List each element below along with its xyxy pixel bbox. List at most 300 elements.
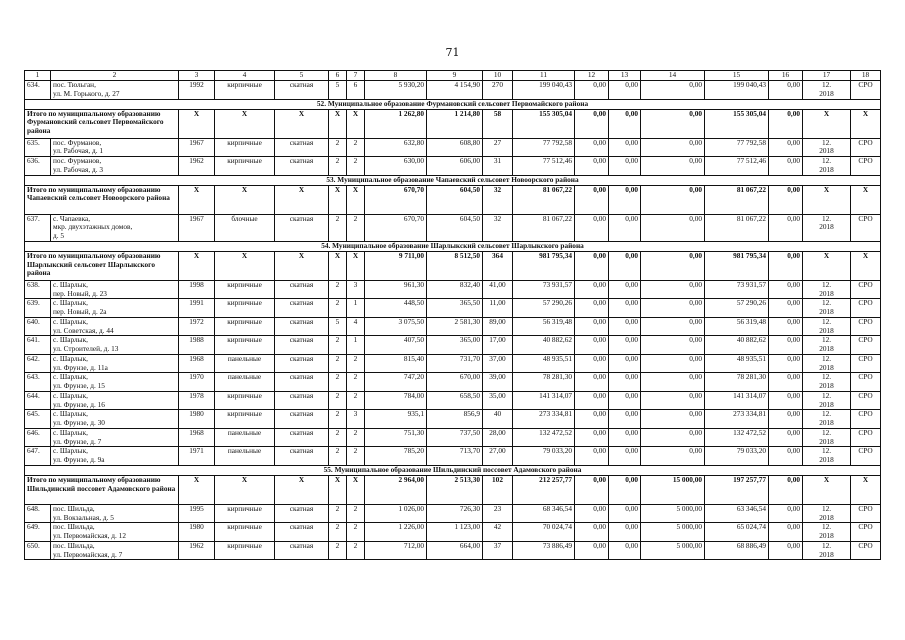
financing-method: СРО: [851, 523, 881, 542]
address-cell: [51, 354, 179, 373]
cost-c15: 79 033,20: [705, 447, 769, 466]
cost-c12: 0,00: [575, 157, 609, 176]
total-area: 3 075,50: [365, 317, 427, 336]
subtotal-roof: X: [275, 109, 329, 138]
floors: 2: [329, 373, 347, 392]
address-cell: [51, 138, 179, 157]
subtotal-c13: 0,00: [609, 475, 641, 504]
cost-cost: 141 314,07: [513, 391, 575, 410]
table-row: [25, 447, 881, 466]
deadline-cell: [803, 138, 851, 157]
subtotal-fl: X: [329, 185, 347, 214]
section-header-row: [25, 241, 881, 251]
section-title: 52. Муниципальное образование Фурмановский сельсовет Первомайского района: [25, 99, 881, 109]
deadline-line: 2018: [819, 88, 834, 98]
cost-c12: 0,00: [575, 447, 609, 466]
deadline-cell: [803, 157, 851, 176]
roof-type: скатная: [275, 138, 329, 157]
residents: 39,00: [483, 373, 513, 392]
total-area: 751,30: [365, 428, 427, 447]
table-row: [25, 214, 881, 241]
subtotal-deadline: X: [803, 185, 851, 214]
cost-c15: 57 290,26: [705, 299, 769, 318]
cost-c12: 0,00: [575, 504, 609, 523]
subtotal-row: [25, 185, 881, 214]
address-cell: [51, 214, 179, 241]
financing-method: СРО: [851, 504, 881, 523]
floors: 2: [329, 336, 347, 355]
subtotal-en: X: [347, 185, 365, 214]
subtotal-method: X: [851, 185, 881, 214]
subtotal-label: Итого по муниципальному образованию Шарлыкский сельсовет Шарлыкского района: [25, 251, 179, 280]
row-number: 642.: [25, 354, 51, 373]
address-line: с. Шарлык,: [53, 298, 88, 308]
residents: 40: [483, 410, 513, 429]
cost-c14: 0,00: [641, 280, 705, 299]
subtotal-c15: 981 795,34: [705, 251, 769, 280]
living-area: 670,00: [427, 373, 483, 392]
cost-c13: 0,00: [609, 354, 641, 373]
cost-c12: 0,00: [575, 410, 609, 429]
entrances: 2: [347, 523, 365, 542]
financing-method: СРО: [851, 214, 881, 241]
section-header-row: [25, 175, 881, 185]
address-line: с. Шарлык,: [53, 446, 88, 456]
row-number: 638.: [25, 280, 51, 299]
address-line: ул. Первомайская, д. 7: [53, 549, 123, 559]
address-line: ул. Советская, д. 44: [53, 325, 114, 335]
total-area: 5 930,20: [365, 81, 427, 100]
subtotal-c16: 0,00: [769, 251, 803, 280]
address-line: с. Шарлык,: [53, 335, 88, 345]
cost-cost: 77 512,46: [513, 157, 575, 176]
table-row: [25, 81, 881, 100]
wall-material: блочные: [215, 214, 275, 241]
financing-method: СРО: [851, 541, 881, 560]
cost-c14: 0,00: [641, 373, 705, 392]
address-line: пер. Новый, д. 23: [53, 288, 107, 298]
floors: 2: [329, 504, 347, 523]
cost-c14: 0,00: [641, 214, 705, 241]
wall-material: панельные: [215, 447, 275, 466]
residents: 35,00: [483, 391, 513, 410]
deadline-line: 12.: [821, 372, 832, 382]
subtotal-row: [25, 251, 881, 280]
subtotal-label: Итого по муниципальному образованию Шильдинский поссовет Адамовского района: [25, 475, 179, 504]
row-number: 648.: [25, 504, 51, 523]
year-built: 1962: [179, 541, 215, 560]
subtotal-live: 2 513,30: [427, 475, 483, 504]
roof-type: скатная: [275, 354, 329, 373]
deadline-cell: [803, 447, 851, 466]
year-built: 1967: [179, 214, 215, 241]
column-number: 1: [25, 71, 51, 81]
deadline-line: 2018: [819, 436, 834, 446]
address-line: пос. Фурманов,: [53, 138, 102, 147]
address-cell: [51, 299, 179, 318]
cost-c16: 0,00: [769, 280, 803, 299]
column-number: 14: [641, 71, 705, 81]
roof-type: скатная: [275, 523, 329, 542]
subtotal-method: X: [851, 251, 881, 280]
subtotal-year: X: [179, 251, 215, 280]
financing-method: СРО: [851, 81, 881, 100]
address-line: ул. Первомайская, д. 12: [53, 531, 126, 540]
cost-c16: 0,00: [769, 354, 803, 373]
total-area: 784,00: [365, 391, 427, 410]
table-row: [25, 299, 881, 318]
cost-c15: 141 314,07: [705, 391, 769, 410]
subtotal-label: Итого по муниципальному образованию Чапаевский сельсовет Новоорского района: [25, 185, 179, 214]
cost-c14: 0,00: [641, 428, 705, 447]
roof-type: скатная: [275, 428, 329, 447]
cost-c12: 0,00: [575, 336, 609, 355]
cost-c16: 0,00: [769, 138, 803, 157]
subtotal-wall: X: [215, 109, 275, 138]
subtotal-live: 604,50: [427, 185, 483, 214]
wall-material: панельные: [215, 354, 275, 373]
floors: 2: [329, 541, 347, 560]
deadline-line: 12.: [821, 391, 832, 400]
living-area: 731,70: [427, 354, 483, 373]
row-number: 644.: [25, 391, 51, 410]
entrances: 2: [347, 504, 365, 523]
year-built: 1991: [179, 299, 215, 318]
deadline-line: 2018: [819, 512, 834, 522]
subtotal-cost: 81 067,22: [513, 185, 575, 214]
deadline-line: 12.: [821, 298, 832, 308]
floors: 2: [329, 428, 347, 447]
cost-c13: 0,00: [609, 410, 641, 429]
deadline-line: 2018: [819, 531, 834, 540]
total-area: 785,20: [365, 447, 427, 466]
roof-type: скатная: [275, 157, 329, 176]
subtotal-c12: 0,00: [575, 185, 609, 214]
address-line: ул. Фрунзе, д. 7: [53, 436, 102, 446]
entrances: 6: [347, 81, 365, 100]
section-title: 54. Муниципальное образование Шарлыкский сельсовет Шарлыкского района: [25, 241, 881, 251]
wall-material: кирпичные: [215, 391, 275, 410]
total-area: 1 226,00: [365, 523, 427, 542]
address-cell: [51, 504, 179, 523]
cost-c16: 0,00: [769, 214, 803, 241]
wall-material: кирпичные: [215, 336, 275, 355]
wall-material: кирпичные: [215, 523, 275, 542]
entrances: 2: [347, 157, 365, 176]
floors: 2: [329, 523, 347, 542]
row-number: 645.: [25, 410, 51, 429]
deadline-cell: [803, 373, 851, 392]
address-line: мкр. двухэтажных домов,: [53, 222, 133, 232]
subtotal-fl: X: [329, 109, 347, 138]
row-number: 636.: [25, 157, 51, 176]
subtotal-c14: 0,00: [641, 251, 705, 280]
subtotal-deadline: X: [803, 251, 851, 280]
deadline-line: 12.: [821, 354, 832, 363]
year-built: 1980: [179, 410, 215, 429]
subtotal-c14: 0,00: [641, 109, 705, 138]
row-number: 646.: [25, 428, 51, 447]
section-header-row: [25, 465, 881, 475]
living-area: 4 154,90: [427, 81, 483, 100]
cost-cost: 73 931,57: [513, 280, 575, 299]
cost-cost: 79 033,20: [513, 447, 575, 466]
wall-material: панельные: [215, 373, 275, 392]
deadline-line: 12.: [821, 541, 832, 550]
cost-cost: 77 792,58: [513, 138, 575, 157]
subtotal-method: X: [851, 109, 881, 138]
wall-material: кирпичные: [215, 157, 275, 176]
cost-c13: 0,00: [609, 299, 641, 318]
cost-c15: 78 281,30: [705, 373, 769, 392]
subtotal-label: Итого по муниципальному образованию Фурмановский сельсовет Первомайского района: [25, 109, 179, 138]
roof-type: скатная: [275, 317, 329, 336]
residents: 37: [483, 541, 513, 560]
cost-c12: 0,00: [575, 317, 609, 336]
floors: 2: [329, 214, 347, 241]
subtotal-residents: 364: [483, 251, 513, 280]
cost-c13: 0,00: [609, 391, 641, 410]
cost-c14: 0,00: [641, 81, 705, 100]
deadline-cell: [803, 336, 851, 355]
total-area: 407,50: [365, 336, 427, 355]
row-number: 640.: [25, 317, 51, 336]
cost-c12: 0,00: [575, 81, 609, 100]
column-number: 16: [769, 71, 803, 81]
section-title: 55. Муниципальное образование Шильдинский поссовет Адамовского района: [25, 465, 881, 475]
cost-cost: 199 040,43: [513, 81, 575, 100]
deadline-line: 12.: [821, 138, 832, 147]
cost-c13: 0,00: [609, 280, 641, 299]
cost-c15: 81 067,22: [705, 214, 769, 241]
floors: 2: [329, 354, 347, 373]
subtotal-c12: 0,00: [575, 109, 609, 138]
roof-type: скатная: [275, 336, 329, 355]
deadline-line: 2018: [819, 549, 834, 559]
residents: 41,00: [483, 280, 513, 299]
total-area: 670,70: [365, 214, 427, 241]
living-area: 664,00: [427, 541, 483, 560]
year-built: 1970: [179, 373, 215, 392]
residents: 28,00: [483, 428, 513, 447]
floors: 5: [329, 317, 347, 336]
living-area: 606,00: [427, 157, 483, 176]
subtotal-c16: 0,00: [769, 185, 803, 214]
section-header-row: [25, 99, 881, 109]
cost-c13: 0,00: [609, 523, 641, 542]
address-cell: [51, 81, 179, 100]
year-built: 1968: [179, 354, 215, 373]
roof-type: скатная: [275, 373, 329, 392]
cost-c16: 0,00: [769, 447, 803, 466]
living-area: 608,80: [427, 138, 483, 157]
deadline-cell: [803, 81, 851, 100]
floors: 2: [329, 410, 347, 429]
subtotal-year: X: [179, 185, 215, 214]
subtotal-roof: X: [275, 475, 329, 504]
subtotal-row: [25, 109, 881, 138]
column-number: 12: [575, 71, 609, 81]
page-number: 71: [445, 46, 460, 59]
row-number: 649.: [25, 523, 51, 542]
deadline-line: 2018: [819, 288, 834, 298]
financing-method: СРО: [851, 157, 881, 176]
residents: 27,00: [483, 447, 513, 466]
subtotal-deadline: X: [803, 109, 851, 138]
cost-c14: 0,00: [641, 391, 705, 410]
column-number-row: [25, 71, 881, 81]
living-area: 1 123,00: [427, 523, 483, 542]
cost-cost: 81 067,22: [513, 214, 575, 241]
year-built: 1967: [179, 138, 215, 157]
cost-c13: 0,00: [609, 504, 641, 523]
address-cell: [51, 447, 179, 466]
residents: 270: [483, 81, 513, 100]
cost-c12: 0,00: [575, 523, 609, 542]
column-number: 13: [609, 71, 641, 81]
address-cell: [51, 317, 179, 336]
subtotal-wall: X: [215, 251, 275, 280]
cost-c14: 0,00: [641, 317, 705, 336]
year-built: 1962: [179, 157, 215, 176]
cost-c13: 0,00: [609, 541, 641, 560]
deadline-line: 2018: [819, 307, 834, 316]
cost-c14: 0,00: [641, 157, 705, 176]
address-line: ул. Фрунзе, д. 11а: [53, 362, 108, 372]
cost-c15: 68 886,49: [705, 541, 769, 560]
subtotal-c15: 81 067,22: [705, 185, 769, 214]
cost-cost: 132 472,52: [513, 428, 575, 447]
entrances: 2: [347, 428, 365, 447]
cost-c15: 65 024,74: [705, 523, 769, 542]
address-line: пос. Фурманов,: [53, 156, 102, 165]
cost-c12: 0,00: [575, 299, 609, 318]
column-number: 2: [51, 71, 179, 81]
deadline-line: 12.: [821, 522, 832, 532]
address-line: ул. Вокзальная, д. 5: [53, 512, 114, 522]
cost-c13: 0,00: [609, 336, 641, 355]
table-row: [25, 336, 881, 355]
entrances: 1: [347, 336, 365, 355]
cost-c16: 0,00: [769, 81, 803, 100]
subtotal-deadline: X: [803, 475, 851, 504]
year-built: 1972: [179, 317, 215, 336]
cost-c15: 73 931,57: [705, 280, 769, 299]
table-row: [25, 410, 881, 429]
deadline-line: 12.: [821, 80, 832, 89]
address-line: с. Шарлык,: [53, 409, 88, 419]
column-number: 8: [365, 71, 427, 81]
subtotal-residents: 102: [483, 475, 513, 504]
deadline-cell: [803, 410, 851, 429]
cost-cost: 40 882,62: [513, 336, 575, 355]
subtotal-cost: 212 257,77: [513, 475, 575, 504]
deadline-cell: [803, 523, 851, 542]
address-cell: [51, 541, 179, 560]
deadline-line: 12.: [821, 428, 832, 437]
cost-cost: 57 290,26: [513, 299, 575, 318]
address-cell: [51, 428, 179, 447]
cost-c16: 0,00: [769, 391, 803, 410]
address-cell: [51, 336, 179, 355]
cost-c16: 0,00: [769, 541, 803, 560]
cost-c14: 5 000,00: [641, 523, 705, 542]
deadline-line: 2018: [819, 455, 834, 464]
subtotal-en: X: [347, 251, 365, 280]
deadline-line: 2018: [819, 399, 834, 409]
cost-c12: 0,00: [575, 138, 609, 157]
subtotal-cost: 155 305,04: [513, 109, 575, 138]
year-built: 1995: [179, 504, 215, 523]
living-area: 856,9: [427, 410, 483, 429]
entrances: 1: [347, 299, 365, 318]
subtotal-c16: 0,00: [769, 475, 803, 504]
address-line: пос. Шильда,: [53, 541, 95, 550]
subtotal-year: X: [179, 109, 215, 138]
residents: 11,00: [483, 299, 513, 318]
column-number: 5: [275, 71, 329, 81]
address-line: ул. Строителей, д. 13: [53, 344, 119, 353]
financing-method: СРО: [851, 280, 881, 299]
address-line: д. 5: [53, 231, 65, 240]
table-row: [25, 317, 881, 336]
cost-c15: 56 319,48: [705, 317, 769, 336]
subtotal-live: 8 512,50: [427, 251, 483, 280]
roof-type: скатная: [275, 214, 329, 241]
address-line: ул. Фрунзе, д. 16: [53, 399, 105, 409]
address-line: ул. Рабочая, д. 1: [53, 146, 104, 156]
cost-c16: 0,00: [769, 317, 803, 336]
subtotal-c12: 0,00: [575, 251, 609, 280]
address-line: с. Чапаевка,: [53, 214, 91, 223]
total-area: 712,00: [365, 541, 427, 560]
address-line: с. Шарлык,: [53, 280, 88, 289]
deadline-line: 2018: [819, 381, 834, 390]
cost-c14: 0,00: [641, 354, 705, 373]
table-row: [25, 373, 881, 392]
address-cell: [51, 280, 179, 299]
cost-c15: 77 792,58: [705, 138, 769, 157]
deadline-line: 12.: [821, 317, 832, 326]
cost-c13: 0,00: [609, 428, 641, 447]
cost-c12: 0,00: [575, 354, 609, 373]
cost-c12: 0,00: [575, 391, 609, 410]
subtotal-c15: 155 305,04: [705, 109, 769, 138]
address-line: ул. Фрунзе, д. 15: [53, 381, 105, 390]
column-number: 4: [215, 71, 275, 81]
cost-c12: 0,00: [575, 428, 609, 447]
roof-type: скатная: [275, 391, 329, 410]
cost-cost: 70 024,74: [513, 523, 575, 542]
cost-c16: 0,00: [769, 504, 803, 523]
cost-c15: 40 882,62: [705, 336, 769, 355]
financing-method: СРО: [851, 299, 881, 318]
floors: 2: [329, 138, 347, 157]
cost-c14: 5 000,00: [641, 504, 705, 523]
deadline-line: 2018: [819, 344, 834, 353]
living-area: 658,50: [427, 391, 483, 410]
row-number: 641.: [25, 336, 51, 355]
cost-cost: 56 319,48: [513, 317, 575, 336]
wall-material: кирпичные: [215, 280, 275, 299]
total-area: 961,30: [365, 280, 427, 299]
deadline-cell: [803, 299, 851, 318]
deadline-cell: [803, 541, 851, 560]
subtotal-c14: 0,00: [641, 185, 705, 214]
floors: 2: [329, 447, 347, 466]
wall-material: кирпичные: [215, 81, 275, 100]
address-cell: [51, 157, 179, 176]
